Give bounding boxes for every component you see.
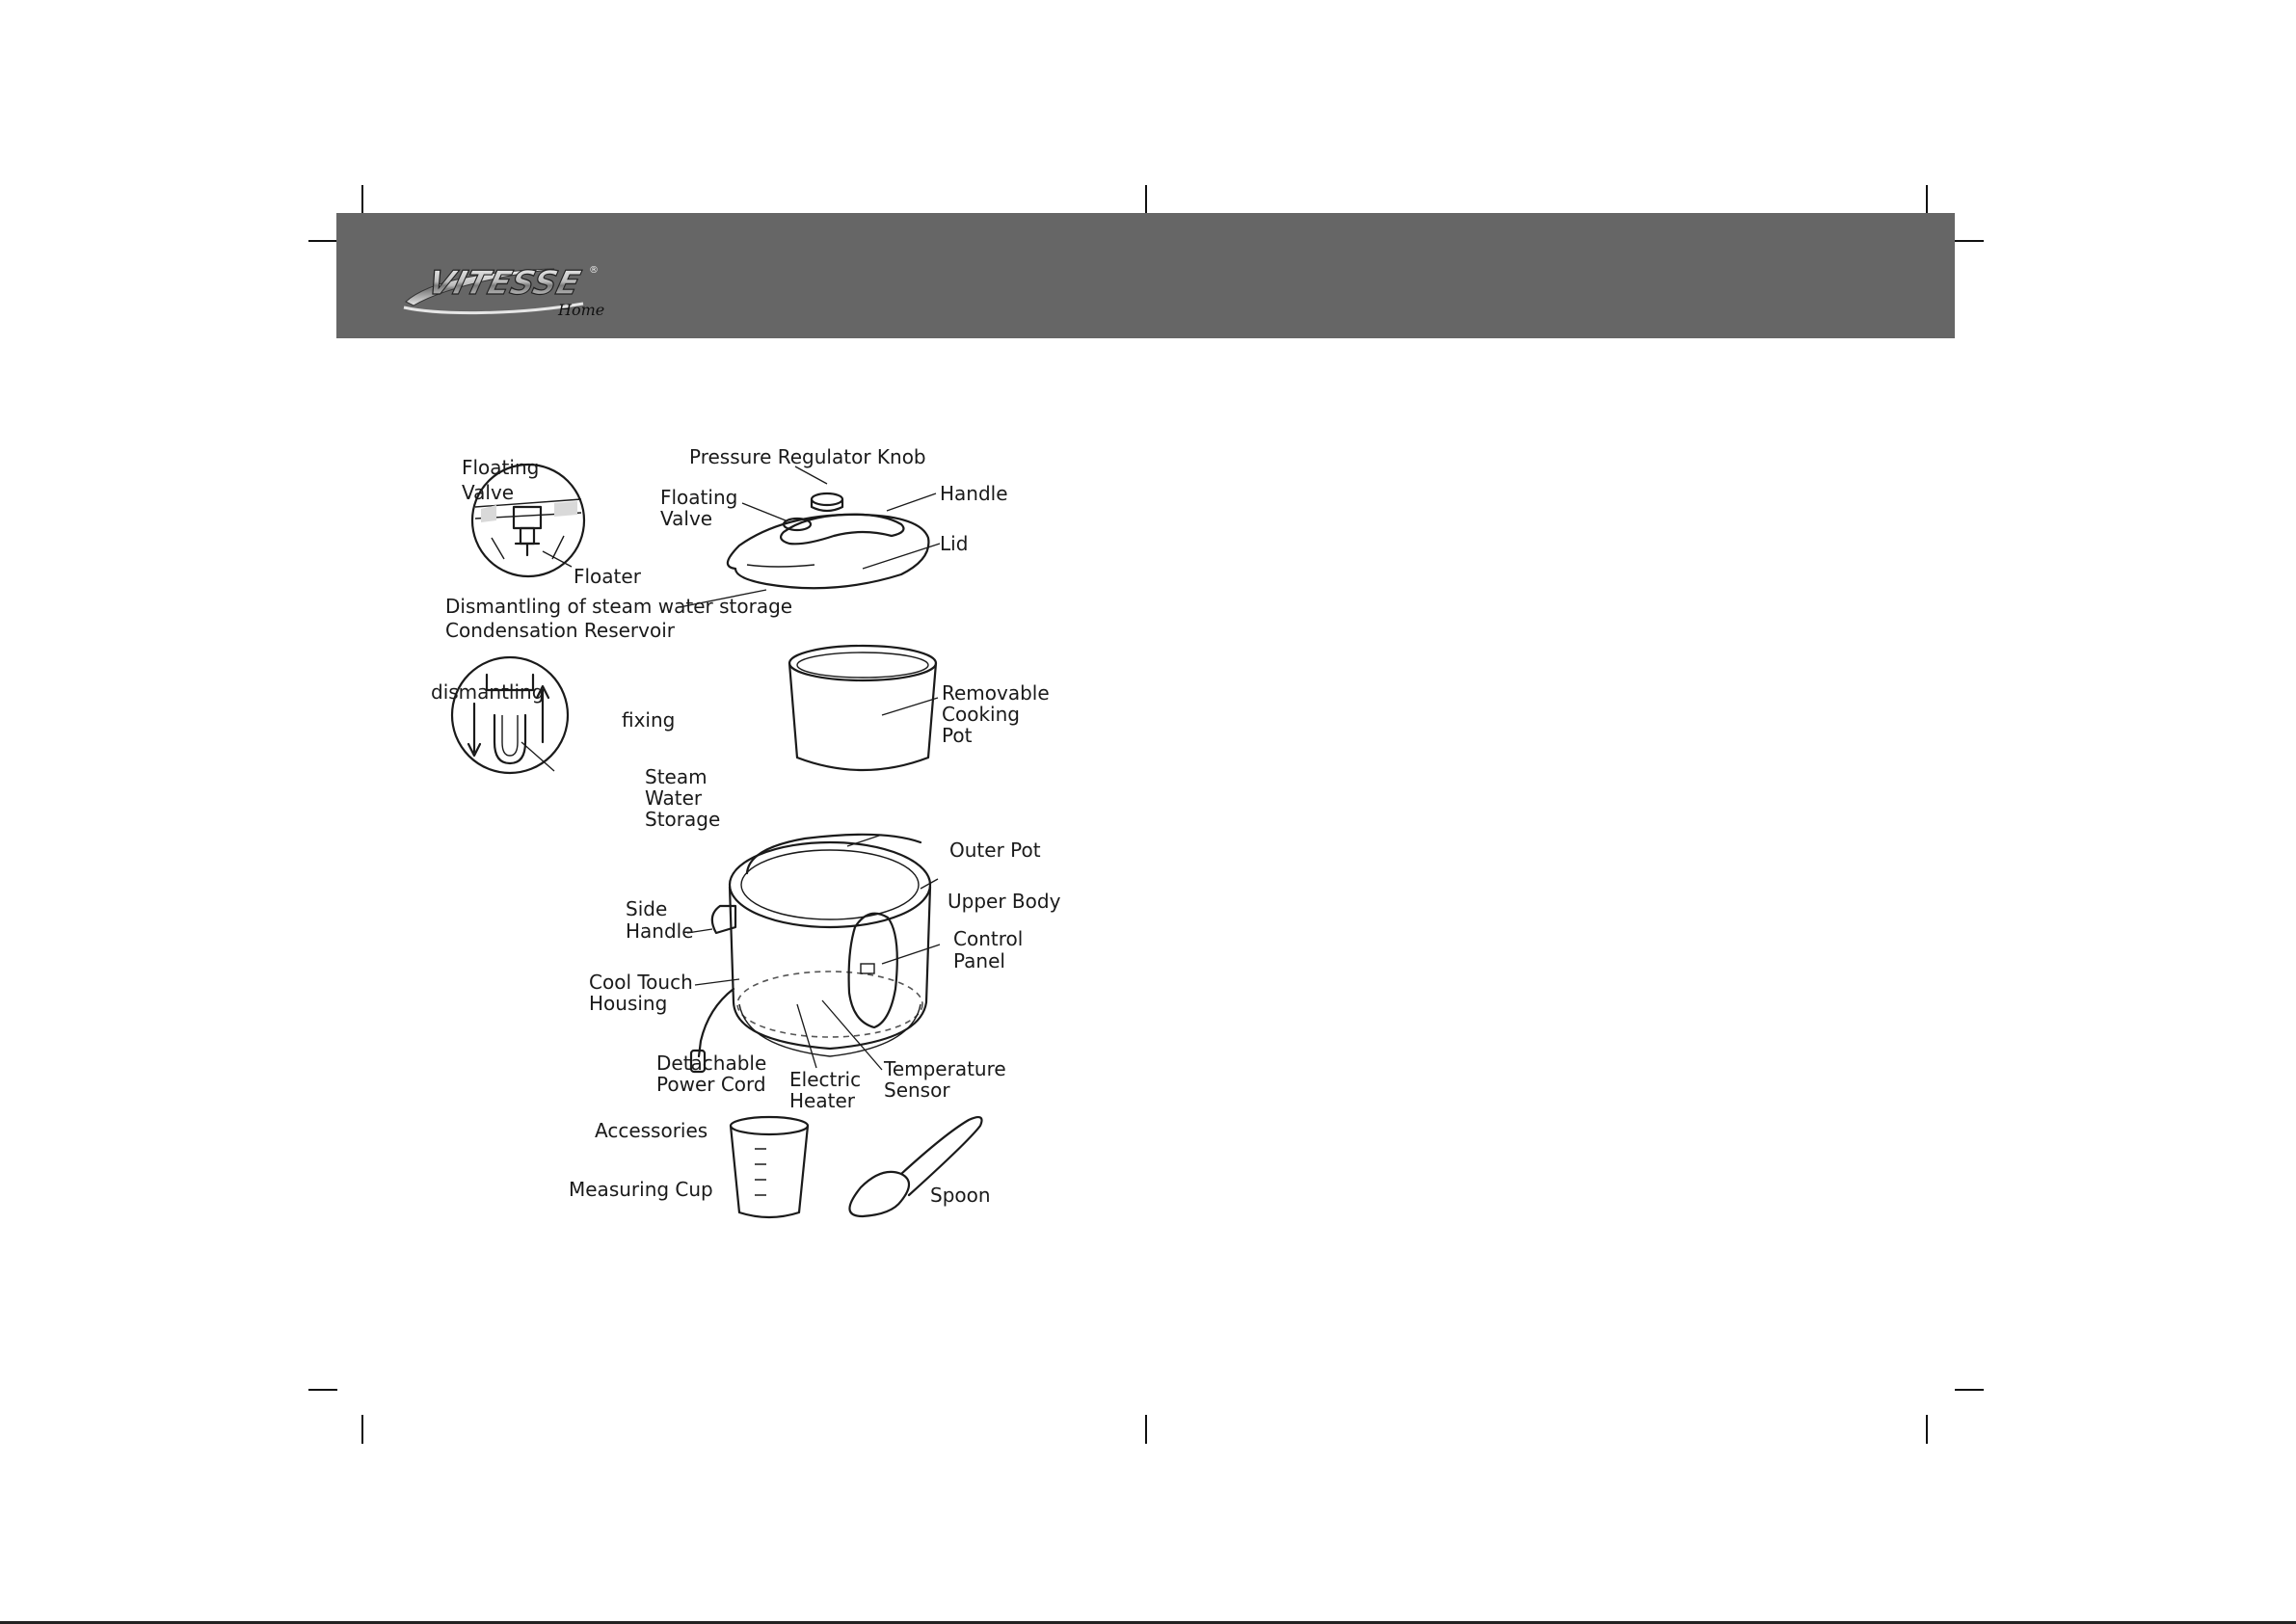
label-detachable-1: Detachable	[656, 1052, 767, 1075]
label-floating-valve-inset-2: Valve	[462, 481, 515, 504]
label-side-handle-2: Handle	[626, 919, 694, 943]
label-lid: Lid	[940, 532, 969, 555]
lid	[728, 515, 929, 588]
label-pressure-regulator-knob: Pressure Regulator Knob	[689, 445, 926, 468]
label-steam-1: Steam	[645, 765, 707, 788]
label-detachable-2: Power Cord	[656, 1073, 766, 1096]
label-side-handle-1: Side	[626, 897, 668, 920]
label-measuring-cup: Measuring Cup	[569, 1178, 713, 1201]
crop-mark	[1955, 1389, 1984, 1391]
brand-logo	[400, 259, 631, 319]
label-floater: Floater	[574, 565, 641, 588]
label-handle: Handle	[940, 482, 1008, 505]
crop-mark	[361, 1415, 363, 1444]
brand-sub: Home	[558, 301, 605, 319]
brand-registered: ®	[589, 265, 599, 276]
steam-water-storage-inset	[452, 657, 568, 773]
crop-mark	[1145, 1415, 1147, 1444]
label-removable-3: Pot	[942, 724, 973, 747]
label-cool-touch-1: Cool Touch	[589, 971, 693, 994]
removable-cooking-pot	[789, 646, 936, 770]
crop-mark	[1926, 1415, 1928, 1444]
label-temperature-1: Temperature	[884, 1057, 1006, 1080]
crop-mark	[1926, 185, 1928, 214]
crop-mark	[1145, 185, 1147, 214]
label-dismantling-steam: Dismantling of steam water storage	[445, 595, 793, 618]
label-control-2: Panel	[953, 949, 1005, 972]
label-condensation-reservoir: Condensation Reservoir	[445, 619, 675, 642]
label-dismantling: dismantling	[431, 680, 545, 704]
label-accessories: Accessories	[595, 1119, 708, 1142]
crop-mark	[308, 1389, 337, 1391]
label-outer-pot: Outer Pot	[949, 839, 1041, 862]
label-upper-body: Upper Body	[948, 890, 1061, 913]
label-removable-2: Cooking	[942, 703, 1020, 726]
label-floating-valve-lid-1: Floating	[660, 486, 738, 509]
cooker-body	[730, 835, 930, 1056]
crop-mark	[308, 240, 337, 242]
label-spoon: Spoon	[930, 1184, 991, 1207]
measuring-cup	[731, 1117, 808, 1217]
label-floating-valve-lid-2: Valve	[660, 507, 713, 530]
label-removable-1: Removable	[942, 681, 1050, 705]
crop-mark	[361, 185, 363, 214]
brand-name: VITESSE	[423, 264, 584, 303]
control-panel	[849, 914, 897, 1027]
label-floating-valve-inset-1: Floating	[462, 456, 540, 479]
label-electric-1: Electric	[789, 1068, 862, 1091]
label-steam-3: Storage	[645, 808, 721, 831]
header-bar	[336, 213, 1955, 338]
label-fixing: fixing	[622, 708, 676, 732]
label-electric-2: Heater	[789, 1089, 855, 1112]
label-control-1: Control	[953, 927, 1024, 950]
side-handle	[712, 906, 735, 933]
lid-handle	[781, 515, 903, 545]
label-temperature-2: Sensor	[884, 1078, 950, 1102]
pressure-regulator-knob	[812, 493, 842, 511]
label-steam-2: Water	[645, 786, 703, 810]
parts-diagram	[381, 424, 1084, 1234]
label-cool-touch-2: Housing	[589, 992, 668, 1015]
crop-mark	[1955, 240, 1984, 242]
